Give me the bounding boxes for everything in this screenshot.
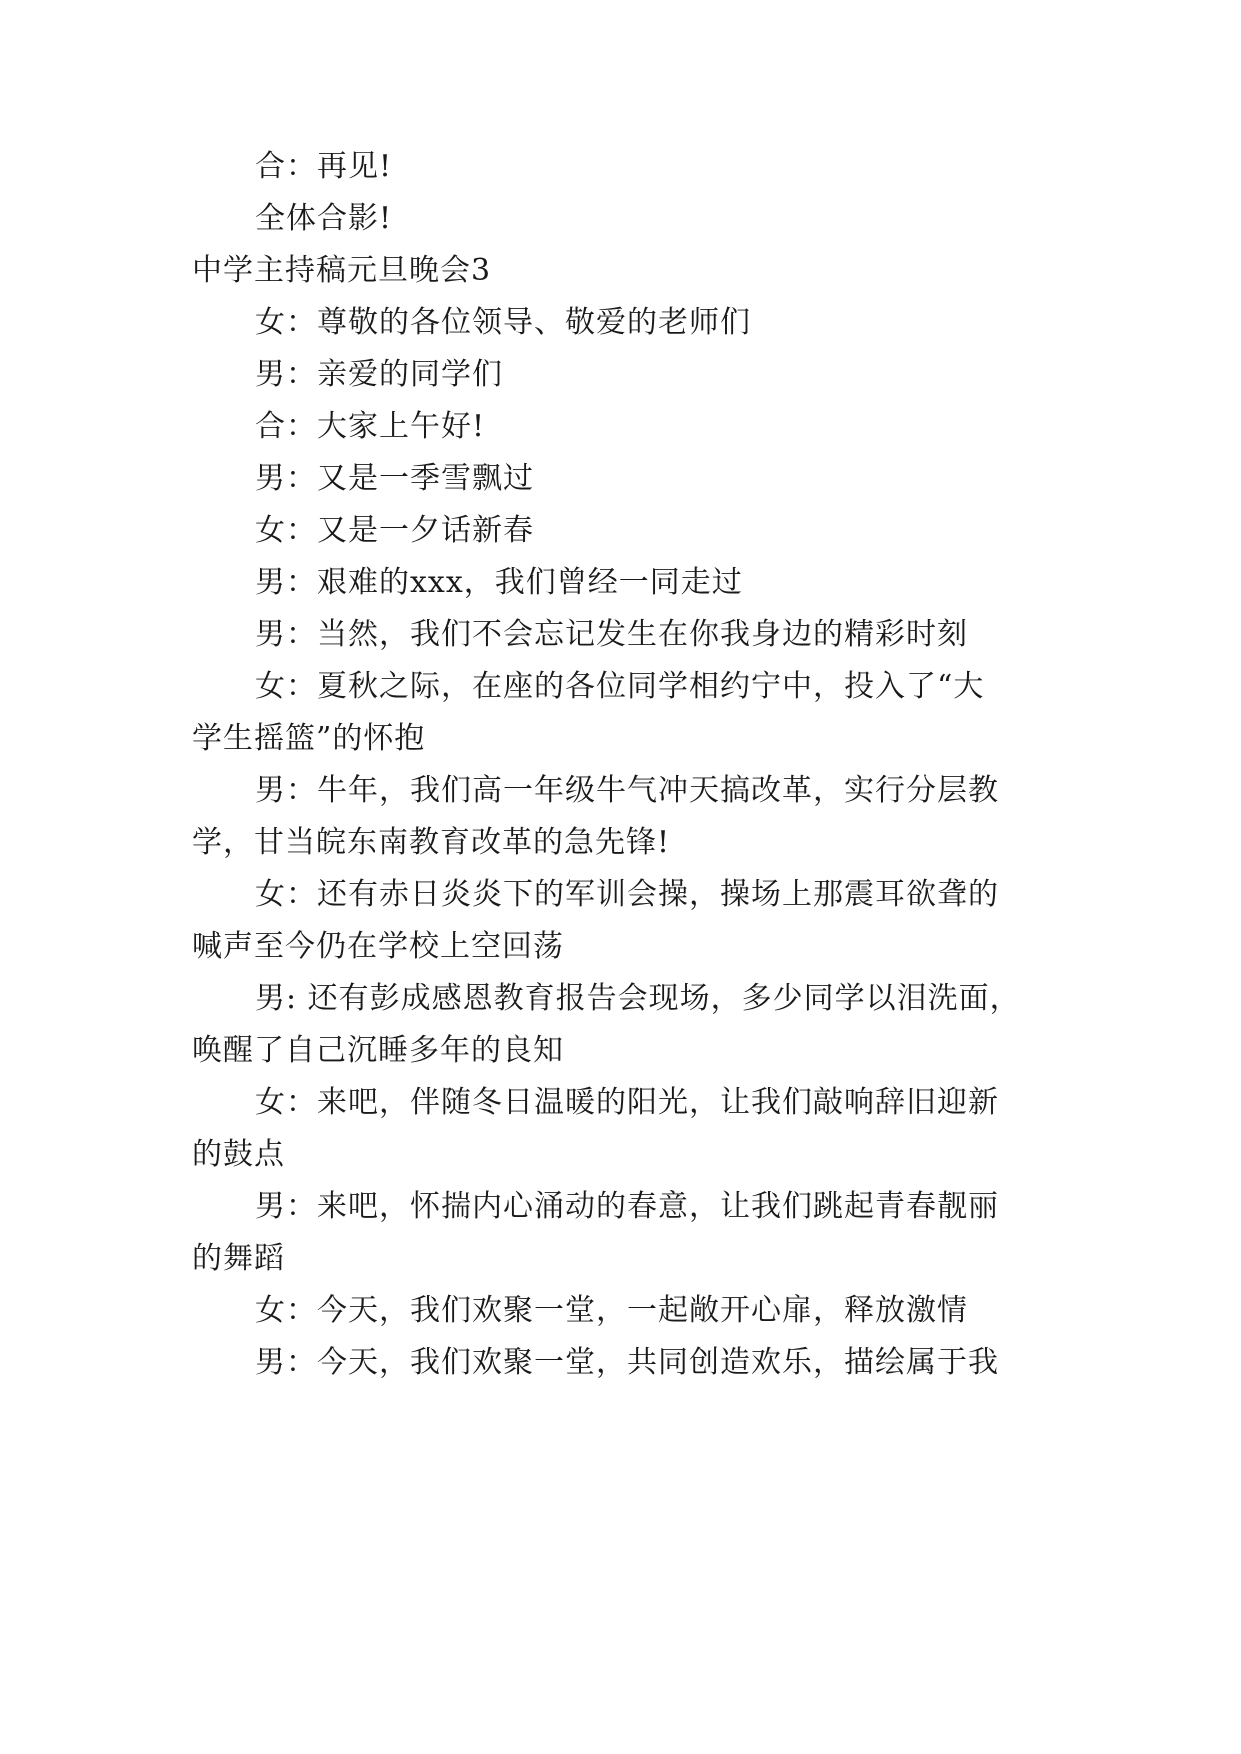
section-heading: 中学主持稿元旦晚会3 [192, 253, 492, 288]
text-line: 的舞蹈 [192, 1241, 285, 1276]
text-line: 女：今天，我们欢聚一堂，一起敞开心扉，释放激情 [255, 1293, 968, 1328]
text-line: 全体合影! [255, 201, 393, 236]
text-line: 女：尊敬的各位领导、敬爱的老师们 [255, 305, 751, 340]
text-line: 男：亲爱的同学们 [255, 357, 503, 392]
text-line: 合：大家上午好! [255, 409, 486, 444]
text-line: 学生摇篮”的怀抱 [192, 721, 426, 756]
text-line: 学，甘当皖东南教育改革的急先锋! [192, 825, 671, 860]
text-line: 女：还有赤日炎炎下的军训会操，操场上那震耳欲聋的 [255, 877, 999, 912]
text-line: 女：又是一夕话新春 [255, 513, 534, 548]
text-line: 男：又是一季雪飘过 [255, 461, 534, 496]
text-line: 男：当然，我们不会忘记发生在你我身边的精彩时刻 [255, 617, 968, 652]
text-line: 男：来吧，怀揣内心涌动的春意，让我们跳起青春靓丽 [255, 1189, 999, 1224]
text-line: 唤醒了自己沉睡多年的良知 [192, 1033, 564, 1068]
text-line: 女：来吧，伴随冬日温暖的阳光，让我们敲响辞旧迎新 [255, 1085, 999, 1120]
text-line: 合：再见! [255, 149, 393, 184]
text-line: 喊声至今仍在学校上空回荡 [192, 929, 564, 964]
text-line: 的鼓点 [192, 1137, 285, 1172]
text-line: 女：夏秋之际，在座的各位同学相约宁中，投入了“大 [255, 669, 985, 704]
text-line: 男：艰难的xxx，我们曾经一同走过 [255, 565, 743, 600]
text-line: 男: 还有彭成感恩教育报告会现场，多少同学以泪洗面， [255, 981, 1021, 1016]
text-line: 男：牛年，我们高一年级牛气冲天搞改革，实行分层教 [255, 773, 999, 808]
text-line: 男：今天，我们欢聚一堂，共同创造欢乐，描绘属于我 [255, 1345, 999, 1380]
